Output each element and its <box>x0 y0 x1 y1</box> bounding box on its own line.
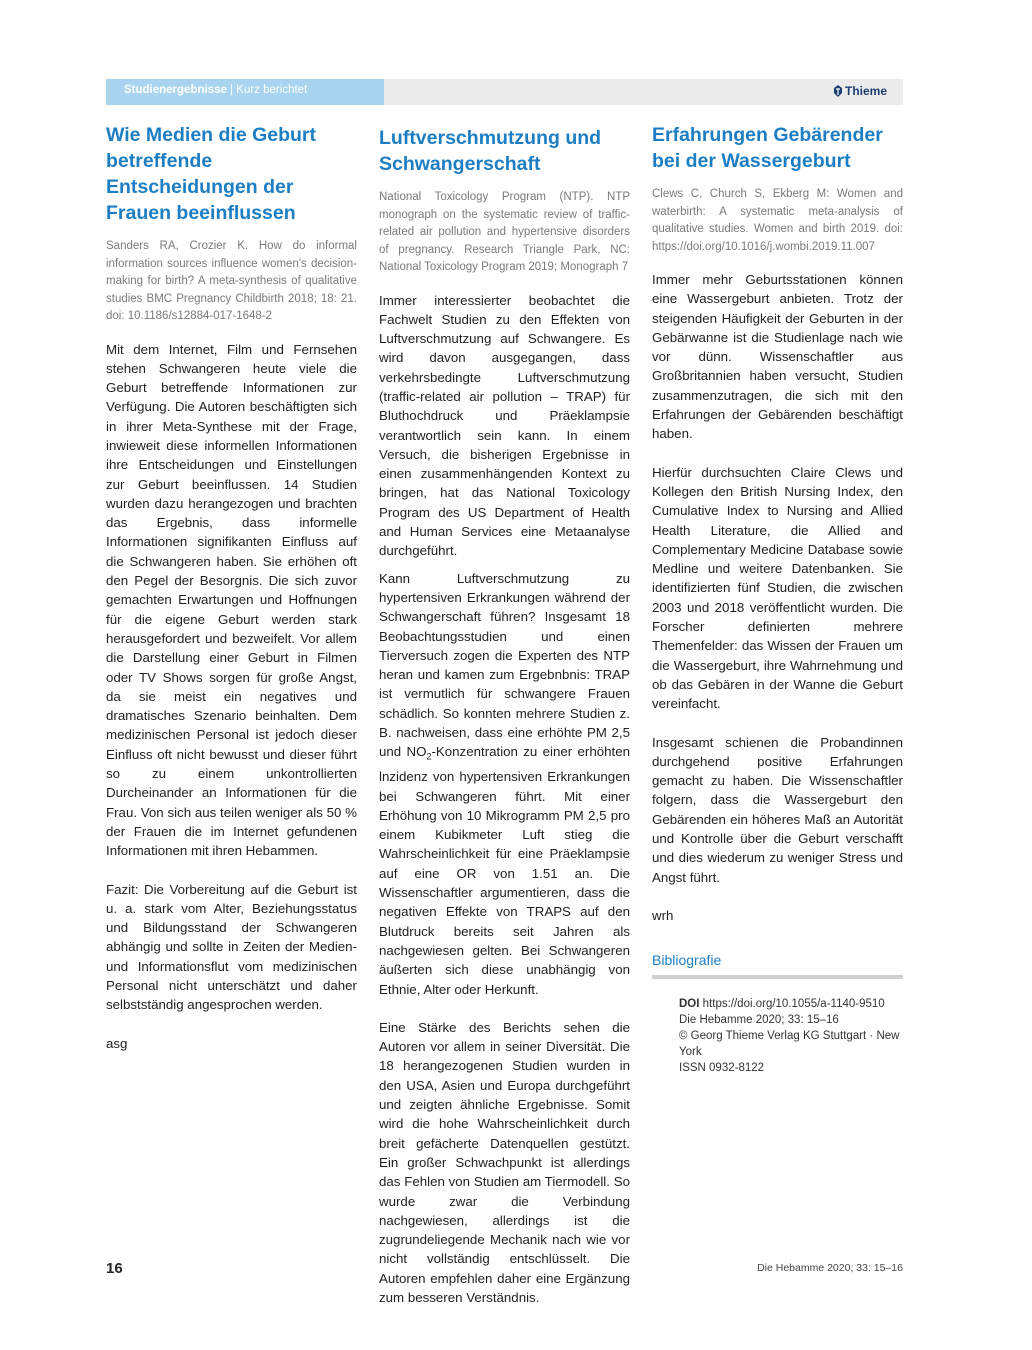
paragraph-part: Kann Luftverschmutzung zu hypertensiven Erkrankungen während der Schwangerschaft führen? Insgesamt 18 Beobachtungsstudien und einen Tierversuch zogen die Experten des NTP heran und kamen zum Ergebnbnis: TRAP ist vermutlich für schwangere Frauen schädlich. So konnten mehrere Studien z. B. nachweisen, dass eine erhöhte PM 2,5 und NO <box>379 570 630 760</box>
bibliography-divider <box>652 975 903 979</box>
article-body <box>652 270 903 925</box>
paragraph <box>379 569 630 999</box>
footer-citation: Die Hebamme 2020; 33: 15–16 <box>757 1262 903 1274</box>
bibliography-heading: Bibliografie <box>652 952 722 969</box>
page-number: 16 <box>106 1260 123 1277</box>
doi-line <box>679 996 903 1012</box>
article-title: Wie Medien die Geburt betreffende Entscheidungen der Frauen beeinflussen <box>106 124 317 224</box>
section-name: Studienergebnisse <box>124 84 227 96</box>
article-reference: Sanders RA, Crozier K. How do informal information sources influence women's decision-making for birth? A meta-synthesis of qualitative studies BMC Pregnancy Childbirth 2018; 18: 21. doi: 10.1186/s12884-017-1648-2 <box>106 240 357 322</box>
doi-link[interactable]: https://doi.org/10.1055/a-1140-9510 <box>702 998 885 1011</box>
paragraph: Insgesamt schienen die Probandinnen durchgehend positive Erfahrungen gemacht zu haben. Die Wissenschaftler folgern, dass die Wassergeburt den Gebärenden ein höheres Maß an Autorität und Kontrolle über die Geburt verschafft und dies wiederum zu weniger Stress und Angst führt. <box>652 734 903 885</box>
section-separator: | <box>230 84 234 96</box>
publisher-logo <box>833 84 887 98</box>
paragraph: Mit dem Internet, Film und Fernsehen stehen Schwangeren heute viele die Geburt betreffende Informationen zur Verfügung. Die Autoren beschäftigten sich in ihrer Meta-Synthese mit der Frage, inwieweit diese informellen Informationen ihre Entscheidungen und Einstellungen zur Geburt beeinflussen. 14 Studien wurden dazu herangezogen und brachten das Ergebnis, dass informelle Informationen signifikanten Einfluss auf die Schwangeren haben. Sie erhöhen oft den Pegel der Besorgnis. Die sich zuvor gemachten Erwartungen und Hoffnungen für die eigene Geburt werden stark herausgefordert und bezweifelt. Vor allem die Darstellung einer Geburt in Filmen oder TV Shows sorgen für große Angst, da sie meist ein negatives und dramatisches Szenario beinhalten. Dem medizinischen Personal ist jedoch dieser Einfluss oft nicht bewusst und dieser führt so zu einem unkontrollierten Durcheinander an Informationen für die Frau. Von sich aus teilen weniger als 50 % der Frauen die im Internet gefundenen Informationen mit ihren Hebammen. <box>106 341 357 859</box>
copyright-line: © Georg Thieme Verlag KG Stuttgart · New York <box>679 1030 900 1059</box>
article-title: Erfahrungen Gebärender bei der Wassergeburt <box>652 124 883 172</box>
paragraph-part: -Konzentration zu einer erhöhten lnzidenz von hypertensiven Erkrankungen bei Schwangeren führt. Mit einer Erhöhung von 10 Mikrogramm PM 2,5 pro einem Kubikmeter Luft stieg die Wahrscheinlichkeit für eine Präeklampsie auf eine OR von 1.51 an. Die Wissenschaftler argumentieren, dass die negativen Effekte von TRAPS auf den Blutdruck bereits seit Jahren als nachgewiesen gelten. Bei Schwangeren äußerten sich diese unabhängig von Ethnie, Alter oder Herkunft. <box>379 744 631 997</box>
paragraph: Immer mehr Geburtsstationen können eine Wassergeburt anbieten. Trotz der steigenden Häufigkeit der Geburten in der Gebärwanne ist die Studienlage nach wie vor dünn. Wissenschaftler aus Großbritannien haben versucht, Studien zusammenzutragen, die sich mit den Erfahrungen der Gebärenden beschäftigt haben. <box>652 272 903 442</box>
thieme-logo-icon <box>833 85 843 97</box>
paragraph: Fazit: Die Vorbereitung auf die Geburt ist u. a. stark vom Alter, Beziehungsstatus und Bildungsstand der Schwangeren abhängig und sollte in Zeiten der Medien- und Informationsflut vom medizinischen Personal nicht unterschätzt und daher selbstständig angesprochen werden. <box>106 881 357 1013</box>
paragraph: Immer interessierter beobachtet die Fachwelt Studien zu den Effekten von Luftverschmutzung auf Schwangere. Es wird davon ausgegangen, dass verkehrsbedingte Luftverschmutzung (traffic-related air pollution – TRAP) für Bluthochdruck und Präeklampsie verantwortlich sein kann. In einem Versuch, die bisherigen Ergebnisse in einen zusammenhängenden Kontext zu bringen, hat das National Toxicology Program des US Department of Health and Human Services eine Metaanalyse durchgeführt. <box>379 292 630 559</box>
article-waterbirth <box>652 122 903 1076</box>
issn-line: ISSN 0932-8122 <box>679 1062 765 1075</box>
publisher-name: Thieme <box>844 84 887 98</box>
article-reference: Clews C, Church S, Ekberg M: Women and waterbirth: A systematic meta-analysis of qualitative studies. Women and birth 2019. doi: https://doi.org/10.1016/j.wombi.2019.11.007 <box>652 188 903 253</box>
subsection-name: Kurz berichtet <box>236 84 308 96</box>
article-reference: National Toxicology Program (NTP). NTP monograph on the systematic review of traffic-related air pollution and hypertensive disorders of pregnancy. Research Triangle Park, NC: National Toxicology Program 2019; Monograph 7 <box>379 191 630 273</box>
doi-label: DOI <box>679 998 700 1011</box>
article-media-birth <box>106 122 357 1053</box>
article-body <box>106 340 357 1053</box>
section-tab <box>106 79 384 105</box>
section-header-bar <box>106 79 903 105</box>
paragraph: Hierfür durchsuchten Claire Clews und Kollegen den British Nursing Index, den Cumulative Index to Nursing and Allied Health Literature, die Allied and Complementary Medicine Database sowie Medline und weitere Datenbanken. Sie identifizierten fünf Studien, die zwischen 2003 und 2018 veröffentlicht wurden. Die Forscher definierten mehrere Themenfelder: das Wissen der Frauen um die Wassergeburt, ihre Wahrnehmung und ob das Gebären in der Wanne die Geburt vereinfacht. <box>652 464 903 712</box>
journal-citation: Die Hebamme 2020; 33: 15–16 <box>679 1014 839 1027</box>
article-body <box>379 291 630 1308</box>
article-air-pollution <box>379 125 630 1307</box>
author-initials: asg <box>106 1035 128 1051</box>
paragraph: Eine Stärke des Berichts sehen die Autoren vor allem in seiner Diversität. Die 18 herangezogenen Studien wurden in den USA, Asien und Europa durchgeführt und zeigten ähnliche Ergebnisse. Somit wird die hohe Wahrscheinlichkeit durch breit gefächerte Datenquellen gestützt. Ein großer Schwachpunkt ist allerdings das Fehlen von Studien am Tiermodell. So wurde zwar die Verbindung nachgewiesen, allerdings ist die zugrundeliegende Mechanik nach wie vor nicht vollständig entschlüsselt. Die Autoren empfehlen daher eine Ergänzung zum besseren Verständnis. <box>379 1019 630 1305</box>
article-title: Luftverschmutzung und Schwangerschaft <box>379 127 602 175</box>
author-initials: wrh <box>652 907 674 923</box>
bibliography-info <box>652 996 903 1076</box>
section-label <box>124 84 307 96</box>
subscript: 2 <box>426 751 432 762</box>
